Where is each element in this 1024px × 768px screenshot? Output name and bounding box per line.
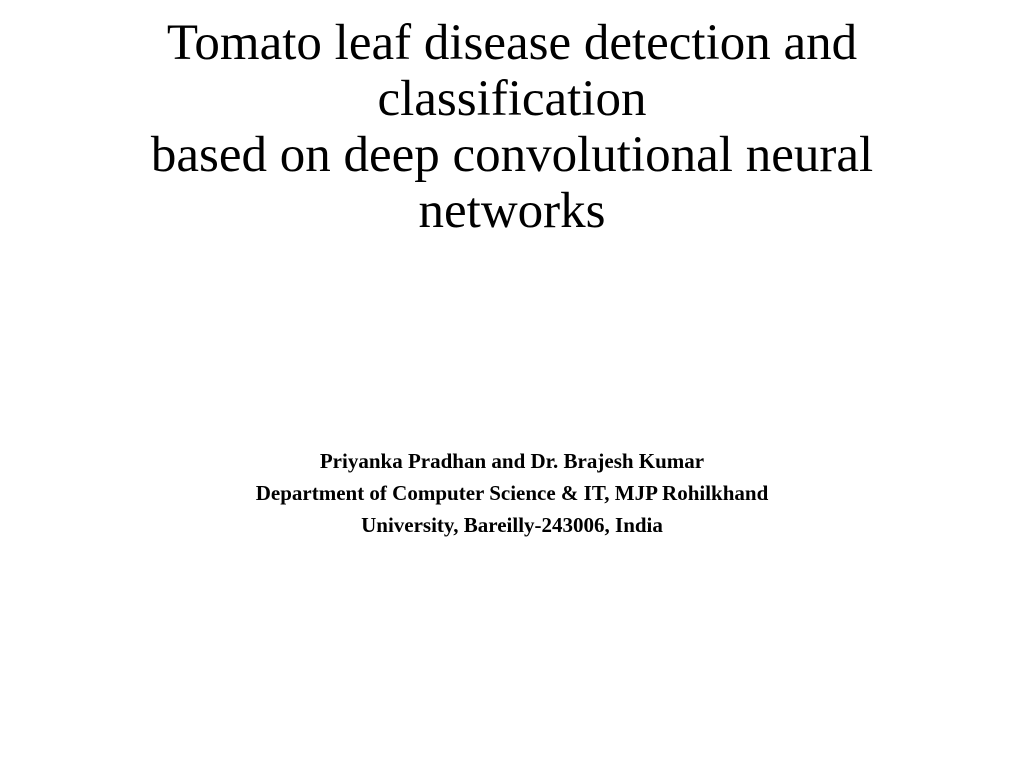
title-line-3: based on deep convolutional neural bbox=[150, 127, 874, 183]
slide-title bbox=[60, 15, 964, 239]
title-line-2: classification bbox=[377, 71, 647, 127]
affiliation-line-2: University, Bareilly-243006, India bbox=[361, 513, 663, 537]
author-block bbox=[112, 445, 912, 541]
title-line-1: Tomato leaf disease detection and bbox=[166, 15, 858, 71]
affiliation-line-1: Department of Computer Science & IT, MJP Rohilkhand bbox=[255, 481, 769, 505]
authors: Priyanka Pradhan and Dr. Brajesh Kumar bbox=[319, 449, 705, 473]
title-line-4: networks bbox=[418, 183, 606, 239]
